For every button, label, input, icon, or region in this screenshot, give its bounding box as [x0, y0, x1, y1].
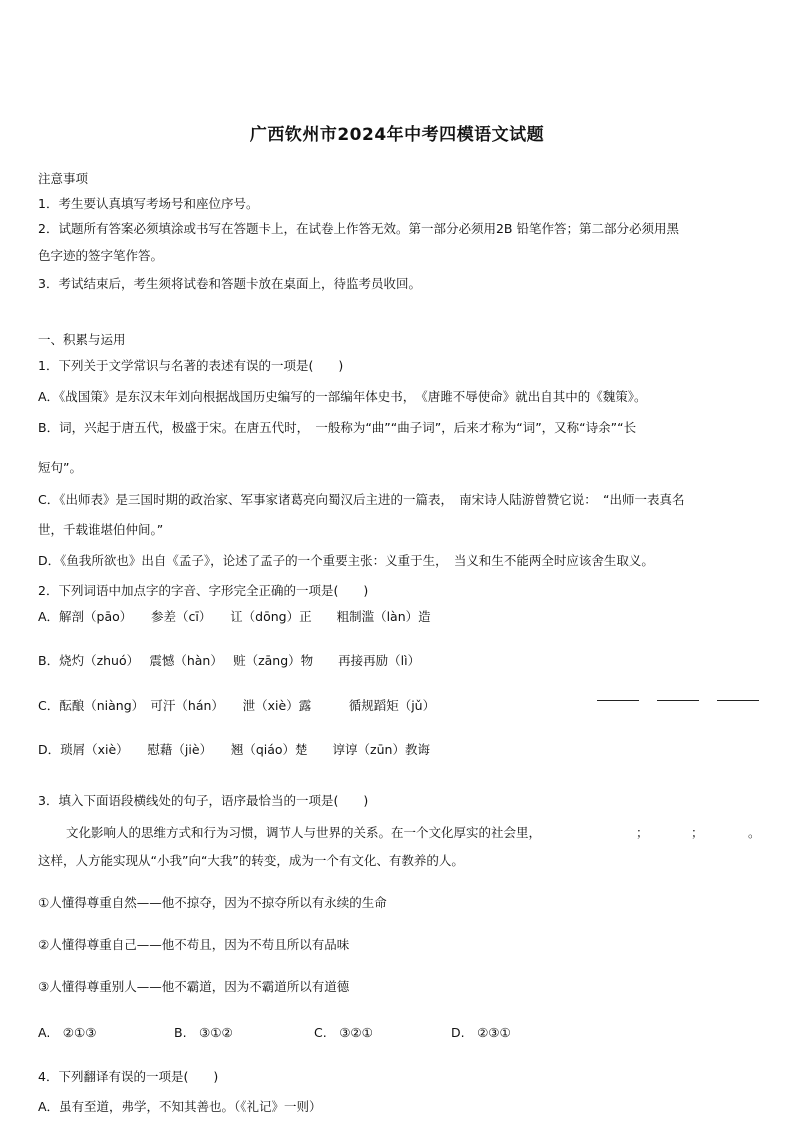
- q2-stem: 2．下列词语中加点字的字音、字形完全正确的一项是( ): [38, 583, 369, 598]
- q3-option-d: D. ②③①: [451, 1025, 511, 1040]
- q3-passage-text: 文化影响人的思维方式和行为习惯，调节人与世界的关系。在一个文化厚实的社会里，: [66, 825, 542, 840]
- q1-stem: 1．下列关于文学常识与名著的表述有误的一项是( ): [38, 358, 344, 373]
- q2-option-c: C．酝酿（niàng） 可汗（hán） 泄（xiè）露 循规蹈矩（jǔ）: [38, 698, 436, 713]
- answer-blanks: [597, 689, 759, 704]
- notice-item-3: 3．考试结束后，考生须将试卷和答题卡放在桌面上，待监考员收回。: [38, 276, 421, 291]
- section-heading: 一、积累与运用: [38, 332, 126, 347]
- blank-line: [717, 699, 759, 701]
- q1-option-b-cont: 短句”。: [38, 460, 82, 475]
- q3-sep-1: ；: [636, 825, 649, 840]
- q4-stem: 4．下列翻译有误的一项是( ): [38, 1069, 219, 1084]
- q3-sentence-3: ③人懂得尊重别人——他不霸道，因为不霸道所以有道德: [38, 979, 350, 994]
- q2-option-b: B．烧灼（zhuó） 震憾（hàn） 赃（zāng）物 再接再励（lì）: [38, 653, 421, 668]
- blank-line: [597, 699, 639, 701]
- notice-heading: 注意事项: [38, 171, 89, 186]
- page-title: 广西钦州市2024年中考四模语文试题: [249, 125, 545, 145]
- notice-item-2: 2．试题所有答案必须填涂或书写在答题卡上，在试卷上作答无效。第一部分必须用2B 铅笔作答；第二部分必须用黑: [38, 221, 679, 236]
- q3-end-mark: 。: [748, 825, 761, 840]
- q3-passage-line-2: 这样，人方能实现从“小我”向“大我”的转变，成为一个有文化、有教养的人。: [38, 853, 464, 868]
- q3-option-b: B. ③①②: [174, 1025, 233, 1040]
- q3-passage-line-1: [66, 825, 541, 841]
- q3-sentence-2: ②人懂得尊重自己——他不苟且，因为不苟且所以有品味: [38, 937, 350, 952]
- notice-item-1: 1．考生要认真填写考场号和座位序号。: [38, 196, 259, 211]
- q2-option-d: D．琐屑（xiè） 慰藉（jiè） 翘（qiáo）楚 谆谆（zūn）教诲: [38, 742, 430, 757]
- q2-option-a: A．解剖（pāo） 参差（cī） 讧（dōng）正 粗制滥（làn）造: [38, 609, 431, 624]
- q3-stem: 3．填入下面语段横线处的句子，语序最恰当的一项是( ): [38, 793, 369, 808]
- notice-item-2-cont: 色字迹的签字笔作答。: [38, 248, 164, 263]
- q3-sep-2: ；: [691, 825, 704, 840]
- q3-option-a: A. ②①③: [38, 1025, 97, 1040]
- q1-option-d: D．《鱼我所欲也》出自《孟子》，论述了孟子的一个重要主张：义重于生， 当义和生不能两全时应该舍生取义。: [38, 553, 654, 568]
- q1-option-a: A．《战国策》是东汉末年刘向根据战国历史编写的一部编年体史书， 《唐雎不辱使命》就出自其中的《魏策》。: [38, 389, 647, 404]
- q1-option-c: C．《出师表》是三国时期的政治家、军事家诸葛亮向蜀汉后主进的一篇表， 南宋诗人陆游曾赞它说： “出师一表真名: [38, 492, 685, 507]
- q3-option-c: C. ③②①: [314, 1025, 373, 1040]
- q4-option-a: A．虽有至道，弗学，不知其善也。（《礼记》一则）: [38, 1099, 322, 1114]
- q1-option-c-cont: 世，千载谁堪伯仲间。”: [38, 522, 164, 537]
- q3-sentence-1: ①人懂得尊重自然——他不掠夺，因为不掠夺所以有永续的生命: [38, 895, 387, 910]
- blank-line: [657, 699, 699, 701]
- q1-option-b: B．词，兴起于唐五代，极盛于宋。在唐五代时， 一般称为“曲”“曲子词”，后来才称为“词”，又称“诗余”“长: [38, 420, 637, 435]
